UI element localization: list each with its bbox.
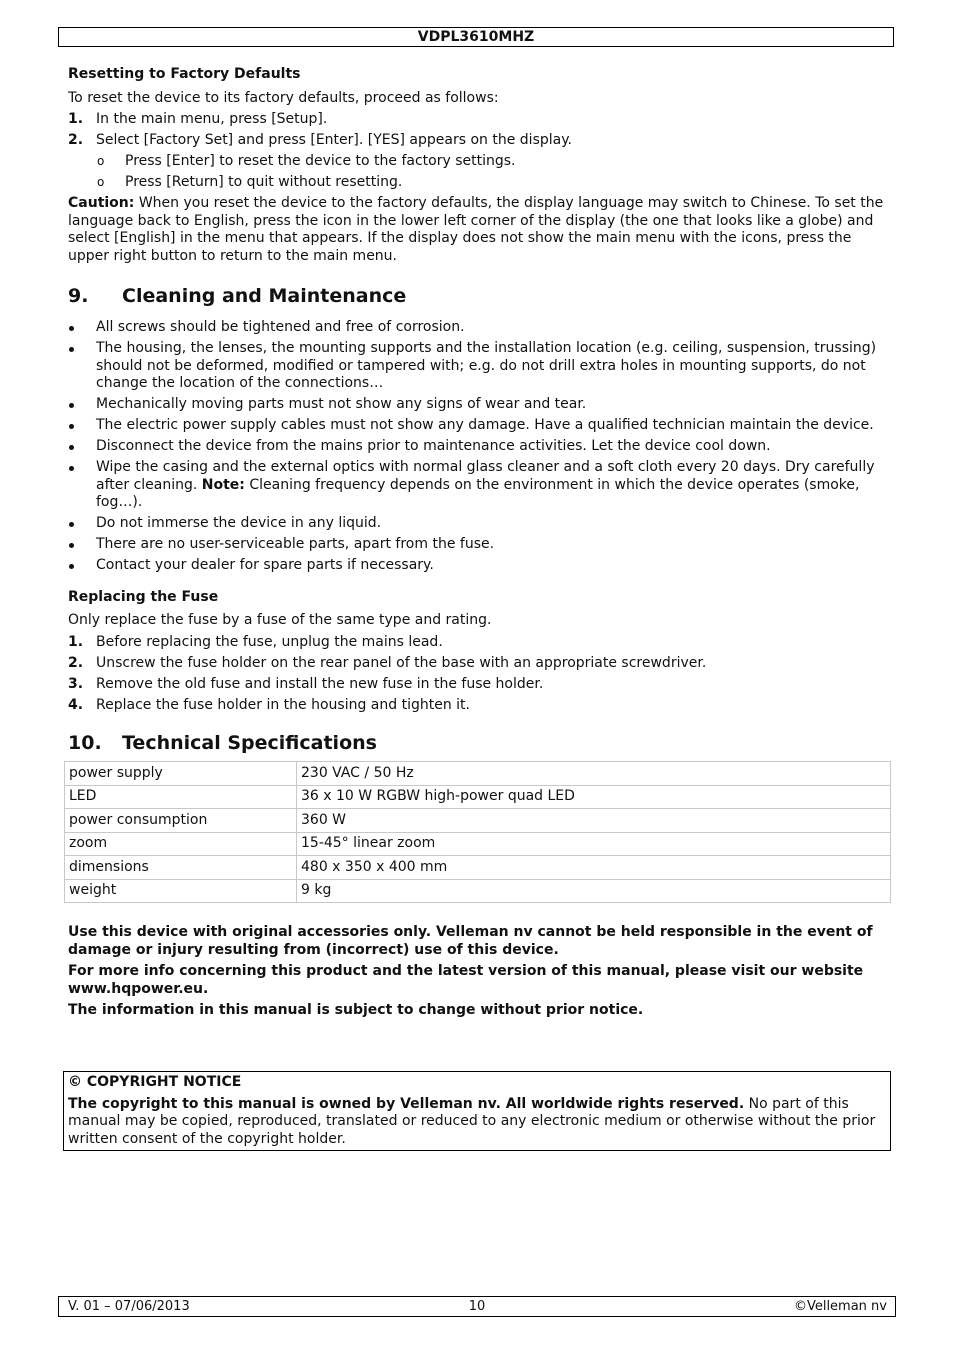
copyright-box — [63, 1071, 891, 1151]
reset-step — [68, 132, 890, 150]
list-item — [68, 319, 890, 337]
step-text: Before replacing the fuse, unplug the mains lead. — [96, 633, 443, 650]
reset-steps — [68, 111, 890, 150]
page-footer — [58, 1296, 896, 1317]
note-label: Note: — [201, 476, 245, 493]
spec-value: 36 x 10 W RGBW high-power quad LED — [297, 785, 891, 809]
section-number: 9. — [68, 285, 89, 307]
bullet-icon — [69, 543, 74, 548]
step-number: 3. — [68, 675, 84, 692]
fuse-step — [68, 655, 890, 673]
fuse-step — [68, 697, 890, 715]
list-item — [68, 396, 890, 414]
spec-key: dimensions — [65, 856, 297, 880]
copyright-bold: The copyright to this manual is owned by Velleman nv. All worldwide rights reserved. — [68, 1095, 745, 1112]
step-number: 2. — [68, 132, 84, 148]
substep-text: Press [Enter] to reset the device to the factory settings. — [125, 153, 516, 169]
fuse-step — [68, 676, 890, 694]
reset-substeps — [68, 153, 890, 192]
spec-key: LED — [65, 785, 297, 809]
list-item — [68, 459, 890, 512]
fuse-steps — [68, 634, 890, 715]
step-text: Replace the fuse holder in the housing and tighten it. — [96, 696, 470, 713]
section-title: Technical Specifications — [122, 732, 377, 754]
item-text: Do not immerse the device in any liquid. — [96, 515, 382, 531]
item-text: The electric power supply cables must not show any damage. Have a qualified technician maintain the device. — [96, 417, 874, 433]
circle-bullet-icon: o — [97, 175, 105, 189]
caution-label: Caution: — [68, 195, 135, 211]
notice-more-info: For more info concerning this product and the latest version of this manual, please visit our website www.hqpower.eu. — [68, 963, 864, 997]
reset-substep — [68, 174, 890, 192]
reset-substep — [68, 153, 890, 171]
fuse-step — [68, 634, 890, 652]
table-row — [65, 809, 891, 833]
bullet-icon — [69, 445, 74, 450]
reset-section-title: Resetting to Factory Defaults — [68, 66, 301, 82]
step-text: Remove the old fuse and install the new fuse in the fuse holder. — [96, 675, 544, 692]
item-text: Contact your dealer for spare parts if necessary. — [96, 557, 434, 573]
spec-value: 360 W — [297, 809, 891, 833]
copyright-title: © COPYRIGHT NOTICE — [68, 1074, 242, 1090]
copyright-body — [68, 1096, 886, 1149]
item-text: The housing, the lenses, the mounting supports and the installation location (e.g. ceiling, suspension, trussing) should not be deformed, modified or tampered with; e.g. do not drill extra holes in mounting supports, do not change the location of the connections… — [96, 340, 877, 391]
page-content — [68, 66, 890, 1024]
step-text: Select [Factory Set] and press [Enter]. [YES] appears on the display. — [96, 132, 572, 148]
spec-value: 9 kg — [297, 879, 891, 903]
step-number: 1. — [68, 633, 84, 650]
fuse-section-title: Replacing the Fuse — [68, 588, 219, 605]
bullet-icon — [69, 347, 74, 352]
item-text: Wipe the casing and the external optics with normal glass cleaner and a soft cloth every 20 days. Dry carefully after cleaning. — [96, 459, 875, 493]
table-row — [65, 762, 891, 786]
cleaning-heading — [68, 285, 890, 307]
table-row — [65, 879, 891, 903]
list-item — [68, 557, 890, 575]
table-row — [65, 785, 891, 809]
circle-bullet-icon: o — [97, 154, 105, 168]
section-title: Cleaning and Maintenance — [122, 285, 407, 307]
caution-text: When you reset the device to the factory defaults, the display language may switch to Chinese. To set the language back to English, press the icon in the lower left corner of the display (the one that looks like a globe) and select [English] in the menu that appears. If the display does not show the main menu with the icons, press the upper right button to return to the main menu. — [68, 195, 884, 264]
notice-accessories: Use this device with original accessories only. Velleman nv cannot be held responsible in the event of damage or injury resulting from (incorrect) use of this device. — [68, 924, 873, 958]
list-item — [68, 340, 890, 393]
spec-value: 480 x 350 x 400 mm — [297, 856, 891, 880]
notice-subject-to-change: The information in this manual is subject to change without prior notice. — [68, 1002, 644, 1018]
note-text: Cleaning frequency depends on the environment in which the device operates (smoke, fog…). — [96, 476, 860, 510]
bullet-icon — [69, 466, 74, 471]
bullet-icon — [69, 522, 74, 527]
spec-key: zoom — [65, 832, 297, 856]
fuse-intro: Only replace the fuse by a fuse of the same type and rating. — [68, 612, 492, 628]
list-item — [68, 438, 890, 456]
list-item — [68, 417, 890, 435]
footer-version: V. 01 – 07/06/2013 — [68, 1299, 190, 1314]
step-text: In the main menu, press [Setup]. — [96, 111, 328, 127]
table-row — [65, 856, 891, 880]
list-item — [68, 515, 890, 533]
footer-page-number: 10 — [468, 1299, 486, 1314]
substep-text: Press [Return] to quit without resetting. — [125, 174, 403, 190]
spec-key: weight — [65, 879, 297, 903]
cleaning-list — [68, 319, 890, 575]
reset-step — [68, 111, 890, 129]
footer-company: ©Velleman nv — [793, 1299, 887, 1314]
section-number: 10. — [68, 732, 102, 754]
item-text: Mechanically moving parts must not show any signs of wear and tear. — [96, 396, 587, 412]
bullet-icon — [69, 564, 74, 569]
caution-paragraph — [68, 195, 890, 265]
spec-key: power consumption — [65, 809, 297, 833]
bullet-icon — [69, 403, 74, 408]
specs-heading — [68, 732, 890, 754]
item-text: There are no user-serviceable parts, apart from the fuse. — [96, 536, 495, 552]
bullet-icon — [69, 326, 74, 331]
legal-notices — [68, 924, 890, 1020]
list-item — [68, 536, 890, 554]
spec-value: 230 VAC / 50 Hz — [297, 762, 891, 786]
spec-key: power supply — [65, 762, 297, 786]
page-header-model: VDPL3610MHZ — [58, 27, 894, 47]
reset-intro: To reset the device to its factory defaults, proceed as follows: — [68, 89, 499, 106]
copyright-rest: No part of this manual may be copied, reproduced, translated or reduced to any electronic medium or otherwise without the prior written consent of the copyright holder. — [68, 1095, 876, 1147]
specs-table — [64, 761, 891, 903]
item-text: Disconnect the device from the mains prior to maintenance activities. Let the device cool down. — [96, 438, 771, 454]
step-text: Unscrew the fuse holder on the rear panel of the base with an appropriate screwdriver. — [96, 654, 707, 671]
step-number: 4. — [68, 696, 84, 713]
step-number: 1. — [68, 111, 84, 127]
step-number: 2. — [68, 654, 84, 671]
table-row — [65, 832, 891, 856]
item-text: All screws should be tightened and free of corrosion. — [96, 319, 465, 335]
spec-value: 15-45° linear zoom — [297, 832, 891, 856]
bullet-icon — [69, 424, 74, 429]
